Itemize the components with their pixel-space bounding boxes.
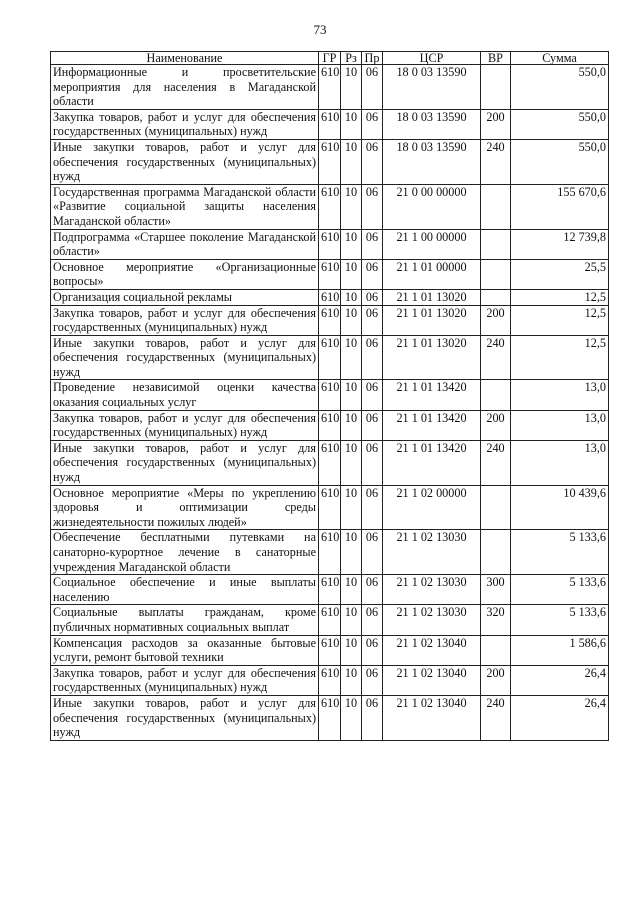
row-name-cell: Закупка товаров, работ и услуг для обеспечения государственных (муниципальных) нужд: [51, 305, 319, 335]
row-gr-cell: 610: [319, 440, 341, 485]
row-csr-cell: 21 1 01 13420: [383, 380, 481, 410]
header-name: Наименование: [51, 52, 319, 65]
row-csr-cell: 18 0 03 13590: [383, 109, 481, 139]
row-name-cell: Иные закупки товаров, работ и услуг для обеспечения государственных (муниципальных) нужд: [51, 139, 319, 184]
row-rz-cell: 10: [341, 410, 362, 440]
row-rz-cell: 10: [341, 139, 362, 184]
row-sum-cell: 26,4: [511, 665, 609, 695]
row-sum-cell: 13,0: [511, 380, 609, 410]
row-rz-cell: 10: [341, 575, 362, 605]
row-vr-cell: [481, 184, 511, 229]
budget-table: [50, 51, 609, 741]
row-gr-cell: 610: [319, 485, 341, 530]
row-sum-cell: 5 133,6: [511, 575, 609, 605]
page-number: 73: [313, 22, 327, 37]
row-sum-cell: 12 739,8: [511, 229, 609, 259]
row-name-cell: Закупка товаров, работ и услуг для обеспечения государственных (муниципальных) нужд: [51, 665, 319, 695]
row-gr-cell: 610: [319, 695, 341, 740]
table-header-row: [51, 52, 609, 65]
row-sum-cell: 550,0: [511, 65, 609, 110]
row-gr-cell: 610: [319, 305, 341, 335]
row-gr-cell: 610: [319, 380, 341, 410]
table-row: [51, 139, 609, 184]
row-rz-cell: 10: [341, 530, 362, 575]
row-rz-cell: 10: [341, 109, 362, 139]
table-row: [51, 635, 609, 665]
row-csr-cell: 21 1 02 13030: [383, 605, 481, 635]
header-pr: Пр: [362, 52, 383, 65]
row-name-cell: Закупка товаров, работ и услуг для обеспечения государственных (муниципальных) нужд: [51, 410, 319, 440]
row-pr-cell: 06: [362, 289, 383, 305]
row-sum-cell: 13,0: [511, 440, 609, 485]
row-vr-cell: 240: [481, 695, 511, 740]
row-name-cell: Закупка товаров, работ и услуг для обеспечения государственных (муниципальных) нужд: [51, 109, 319, 139]
row-name-cell: Иные закупки товаров, работ и услуг для обеспечения государственных (муниципальных) нужд: [51, 335, 319, 380]
row-csr-cell: 21 1 02 13040: [383, 665, 481, 695]
row-csr-cell: 21 1 01 13420: [383, 410, 481, 440]
row-gr-cell: 610: [319, 575, 341, 605]
row-pr-cell: 06: [362, 575, 383, 605]
row-sum-cell: 26,4: [511, 695, 609, 740]
row-rz-cell: 10: [341, 335, 362, 380]
row-gr-cell: 610: [319, 65, 341, 110]
table-row: [51, 229, 609, 259]
row-gr-cell: 610: [319, 259, 341, 289]
row-csr-cell: 18 0 03 13590: [383, 65, 481, 110]
row-vr-cell: [481, 289, 511, 305]
table-row: [51, 65, 609, 110]
row-vr-cell: 240: [481, 139, 511, 184]
table-row: [51, 485, 609, 530]
row-sum-cell: 13,0: [511, 410, 609, 440]
row-csr-cell: 18 0 03 13590: [383, 139, 481, 184]
row-vr-cell: [481, 65, 511, 110]
row-name-cell: Подпрограмма «Старшее поколение Магаданской области»: [51, 229, 319, 259]
row-name-cell: Государственная программа Магаданской области «Развитие социальной защиты населения Магаданской области»: [51, 184, 319, 229]
header-rz: Рз: [341, 52, 362, 65]
table-row: [51, 259, 609, 289]
row-vr-cell: 300: [481, 575, 511, 605]
row-gr-cell: 610: [319, 530, 341, 575]
row-sum-cell: 12,5: [511, 305, 609, 335]
row-rz-cell: 10: [341, 259, 362, 289]
table-row: [51, 410, 609, 440]
row-pr-cell: 06: [362, 485, 383, 530]
table-row: [51, 575, 609, 605]
row-sum-cell: 10 439,6: [511, 485, 609, 530]
row-sum-cell: 12,5: [511, 289, 609, 305]
row-name-cell: Основное мероприятие «Меры по укреплению здоровья и оптимизации среды жизнедеятельности пожилых людей»: [51, 485, 319, 530]
row-pr-cell: 06: [362, 410, 383, 440]
table-row: [51, 289, 609, 305]
row-csr-cell: 21 1 01 13420: [383, 440, 481, 485]
table-row: [51, 530, 609, 575]
row-pr-cell: 06: [362, 695, 383, 740]
row-rz-cell: 10: [341, 289, 362, 305]
row-pr-cell: 06: [362, 259, 383, 289]
row-csr-cell: 21 1 02 13040: [383, 635, 481, 665]
row-vr-cell: 200: [481, 305, 511, 335]
row-sum-cell: 550,0: [511, 139, 609, 184]
row-name-cell: Социальное обеспечение и иные выплаты населению: [51, 575, 319, 605]
row-pr-cell: 06: [362, 605, 383, 635]
row-rz-cell: 10: [341, 665, 362, 695]
row-csr-cell: 21 1 01 13020: [383, 305, 481, 335]
row-rz-cell: 10: [341, 305, 362, 335]
row-rz-cell: 10: [341, 695, 362, 740]
row-gr-cell: 610: [319, 410, 341, 440]
header-vr: ВР: [481, 52, 511, 65]
row-vr-cell: [481, 635, 511, 665]
row-csr-cell: 21 1 02 13030: [383, 530, 481, 575]
row-pr-cell: 06: [362, 139, 383, 184]
row-pr-cell: 06: [362, 305, 383, 335]
row-csr-cell: 21 0 00 00000: [383, 184, 481, 229]
header-csr: ЦСР: [383, 52, 481, 65]
row-pr-cell: 06: [362, 109, 383, 139]
row-name-cell: Информационные и просветительские мероприятия для населения в Магаданской области: [51, 65, 319, 110]
row-pr-cell: 06: [362, 380, 383, 410]
table-row: [51, 440, 609, 485]
row-pr-cell: 06: [362, 635, 383, 665]
row-pr-cell: 06: [362, 530, 383, 575]
row-rz-cell: 10: [341, 229, 362, 259]
row-gr-cell: 610: [319, 229, 341, 259]
table-body: [51, 65, 609, 741]
row-name-cell: Основное мероприятие «Организационные вопросы»: [51, 259, 319, 289]
table-row: [51, 605, 609, 635]
row-rz-cell: 10: [341, 485, 362, 530]
row-rz-cell: 10: [341, 440, 362, 485]
row-pr-cell: 06: [362, 665, 383, 695]
row-vr-cell: [481, 485, 511, 530]
row-vr-cell: 200: [481, 410, 511, 440]
row-sum-cell: 5 133,6: [511, 605, 609, 635]
row-vr-cell: 200: [481, 109, 511, 139]
row-vr-cell: 240: [481, 335, 511, 380]
row-pr-cell: 06: [362, 440, 383, 485]
row-gr-cell: 610: [319, 335, 341, 380]
row-name-cell: Иные закупки товаров, работ и услуг для обеспечения государственных (муниципальных) нужд: [51, 440, 319, 485]
table-row: [51, 305, 609, 335]
table-row: [51, 335, 609, 380]
row-csr-cell: 21 1 01 00000: [383, 259, 481, 289]
row-name-cell: Обеспечение бесплатными путевками на санаторно-курортное лечение в санаторные учреждения Магаданской области: [51, 530, 319, 575]
table-row: [51, 109, 609, 139]
row-vr-cell: [481, 259, 511, 289]
row-gr-cell: 610: [319, 184, 341, 229]
row-vr-cell: 320: [481, 605, 511, 635]
row-csr-cell: 21 1 02 13040: [383, 695, 481, 740]
table-row: [51, 380, 609, 410]
row-csr-cell: 21 1 01 13020: [383, 335, 481, 380]
row-csr-cell: 21 1 02 00000: [383, 485, 481, 530]
row-rz-cell: 10: [341, 605, 362, 635]
row-pr-cell: 06: [362, 65, 383, 110]
row-vr-cell: [481, 229, 511, 259]
row-sum-cell: 25,5: [511, 259, 609, 289]
row-gr-cell: 610: [319, 289, 341, 305]
row-csr-cell: 21 1 00 00000: [383, 229, 481, 259]
row-rz-cell: 10: [341, 635, 362, 665]
row-csr-cell: 21 1 02 13030: [383, 575, 481, 605]
row-name-cell: Проведение независимой оценки качества оказания социальных услуг: [51, 380, 319, 410]
row-rz-cell: 10: [341, 380, 362, 410]
row-gr-cell: 610: [319, 665, 341, 695]
row-vr-cell: [481, 380, 511, 410]
row-pr-cell: 06: [362, 229, 383, 259]
row-sum-cell: 155 670,6: [511, 184, 609, 229]
row-pr-cell: 06: [362, 184, 383, 229]
row-sum-cell: 550,0: [511, 109, 609, 139]
row-gr-cell: 610: [319, 139, 341, 184]
row-csr-cell: 21 1 01 13020: [383, 289, 481, 305]
row-rz-cell: 10: [341, 65, 362, 110]
row-name-cell: Социальные выплаты гражданам, кроме публичных нормативных социальных выплат: [51, 605, 319, 635]
row-vr-cell: [481, 530, 511, 575]
row-vr-cell: 200: [481, 665, 511, 695]
row-vr-cell: 240: [481, 440, 511, 485]
row-name-cell: Компенсация расходов за оказанные бытовые услуги, ремонт бытовой техники: [51, 635, 319, 665]
row-rz-cell: 10: [341, 184, 362, 229]
row-sum-cell: 1 586,6: [511, 635, 609, 665]
row-sum-cell: 12,5: [511, 335, 609, 380]
table-row: [51, 695, 609, 740]
row-gr-cell: 610: [319, 605, 341, 635]
row-name-cell: Организация социальной рекламы: [51, 289, 319, 305]
row-sum-cell: 5 133,6: [511, 530, 609, 575]
row-pr-cell: 06: [362, 335, 383, 380]
row-gr-cell: 610: [319, 635, 341, 665]
header-sum: Сумма: [511, 52, 609, 65]
table-row: [51, 665, 609, 695]
table-row: [51, 184, 609, 229]
header-gr: ГР: [319, 52, 341, 65]
row-name-cell: Иные закупки товаров, работ и услуг для обеспечения государственных (муниципальных) нужд: [51, 695, 319, 740]
row-gr-cell: 610: [319, 109, 341, 139]
